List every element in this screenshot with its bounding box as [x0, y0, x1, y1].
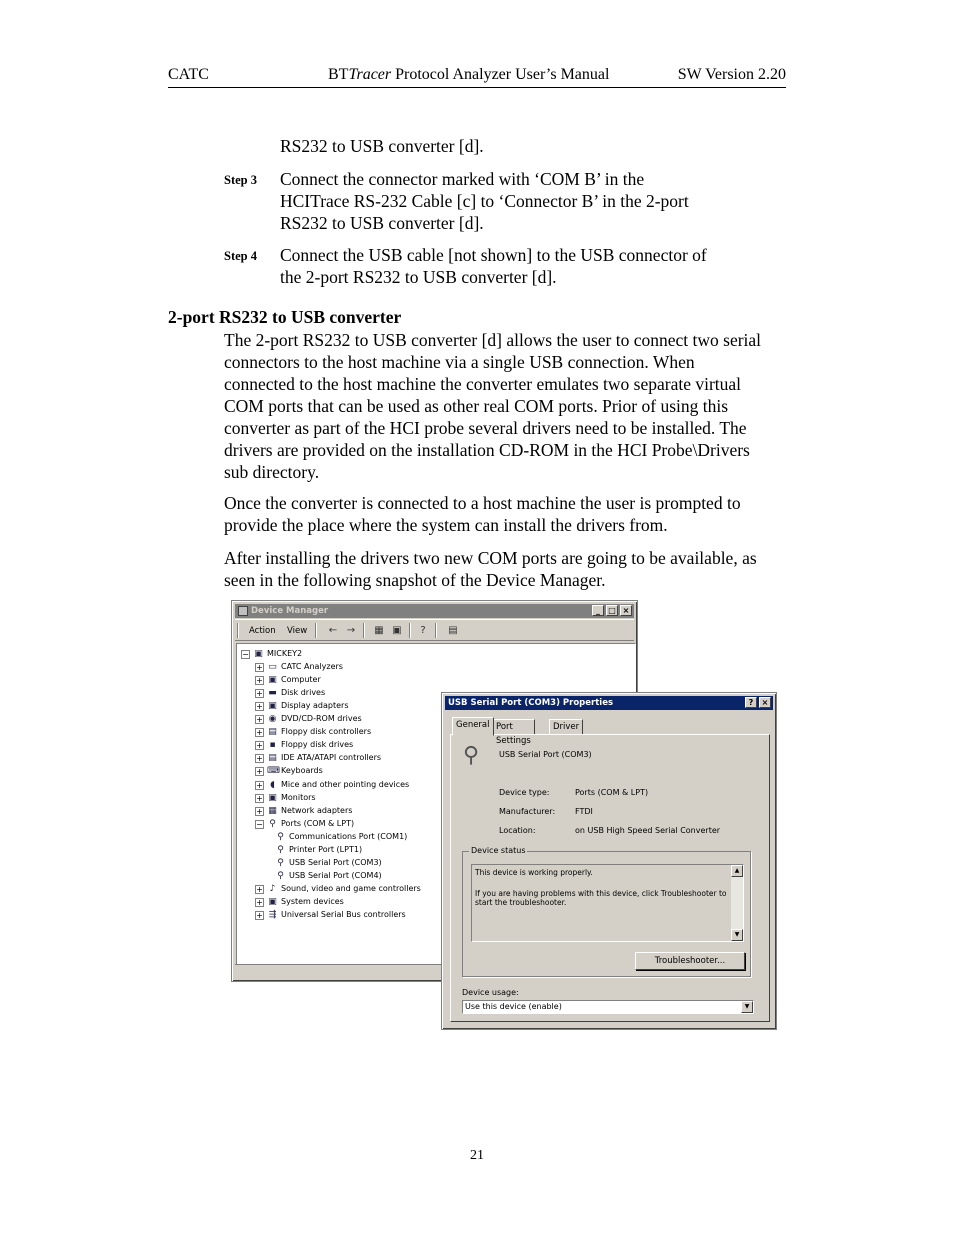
text-line: provide the place where the system can install the drivers from.	[224, 515, 668, 535]
properties-icon[interactable]: ▣	[392, 625, 402, 636]
cdrom-icon: ◉	[268, 714, 277, 725]
tree-item-label: USB Serial Port (COM3)	[289, 857, 382, 867]
manufacturer-label: Manufacturer:	[499, 807, 556, 816]
tree-item-label: Floppy disk controllers	[281, 727, 372, 737]
expand-icon[interactable]: +	[256, 754, 263, 764]
tree-item-label: Communications Port (COM1)	[289, 831, 408, 841]
toolbar-separator	[435, 623, 437, 638]
expand-icon[interactable]: +	[256, 741, 263, 751]
status-help-line: start the troubleshooter.	[475, 898, 567, 907]
tab-driver[interactable]: Driver	[549, 719, 583, 735]
tree-item-label: USB Serial Port (COM4)	[289, 870, 382, 880]
serial-port-icon: ⚲	[463, 743, 480, 768]
location-value: on USB High Speed Serial Converter	[575, 826, 721, 835]
controller-icon: ▤	[268, 753, 277, 764]
troubleshooter-button[interactable]: Troubleshooter...	[635, 952, 745, 970]
paragraph-1	[224, 329, 761, 483]
close-button[interactable]: ×	[620, 605, 632, 616]
text-line: Once the converter is connected to a host machine the user is prompted to	[224, 493, 741, 513]
text-line: connected to the host machine the converter emulates two separate virtual	[224, 374, 742, 394]
computer-icon: ▣	[268, 675, 277, 686]
sound-icon: ♪	[269, 883, 276, 894]
disk-icon: ▬	[268, 688, 277, 699]
toolbar-separator	[315, 623, 317, 638]
tree-item-label: Sound, video and game controllers	[281, 883, 421, 893]
header-title-prefix: BT	[328, 66, 349, 83]
port-icon: ⚲	[277, 870, 284, 881]
port-icon: ⚲	[277, 857, 284, 868]
expand-icon[interactable]: +	[256, 806, 263, 816]
text-line: RS232 to USB converter [d].	[280, 213, 484, 233]
header-title-rest: Protocol Analyzer User’s Manual	[391, 66, 610, 83]
step-3-text	[280, 168, 689, 234]
step-4-label: Step 4	[224, 249, 257, 263]
device-usage-label: Device usage:	[462, 988, 519, 997]
device-type-value: Ports (COM & LPT)	[575, 788, 649, 797]
device-manager-titlebar[interactable]	[235, 604, 634, 618]
text-line: COM ports that can be used as other real COM ports. Prior of using this	[224, 396, 729, 416]
expand-icon[interactable]: +	[256, 702, 263, 712]
expand-icon[interactable]: +	[256, 897, 263, 907]
tree-item-label: CATC Analyzers	[281, 662, 343, 672]
header-title-italic: Tracer	[348, 66, 392, 83]
text-line: drivers are provided on the installation CD-ROM in the HCI Probe\Drivers	[224, 440, 750, 460]
port-icon: ⚲	[269, 818, 276, 829]
header-title	[328, 66, 609, 84]
device-usage-value: Use this device (enable)	[465, 1002, 562, 1011]
expand-icon[interactable]: +	[256, 884, 263, 894]
tree-item-label: Universal Serial Bus controllers	[281, 910, 406, 919]
status-help-line: If you are having problems with this device, click Troubleshooter to	[475, 889, 727, 898]
tree-item-label: IDE ATA/ATAPI controllers	[281, 753, 382, 763]
tree-item-label: Printer Port (LPT1)	[289, 844, 363, 854]
chevron-down-icon[interactable]: ▼	[741, 1001, 753, 1013]
tree-item-label: DVD/CD-ROM drives	[281, 714, 362, 724]
floppy-icon: ▪	[269, 740, 276, 751]
step-4-text	[280, 244, 707, 288]
expand-icon[interactable]: +	[256, 676, 263, 686]
menu-view[interactable]: View	[287, 626, 308, 636]
expand-icon[interactable]: +	[256, 663, 263, 673]
tree-item-label: Keyboards	[281, 766, 323, 776]
tree-item-label: MICKEY2	[267, 649, 303, 658]
header-version: SW Version 2.20	[677, 66, 786, 83]
monitor-icon: ▣	[268, 701, 277, 712]
expand-icon[interactable]: +	[256, 767, 263, 777]
help-icon[interactable]: ?	[420, 625, 426, 636]
port-icon: ⚲	[277, 831, 284, 842]
text-line: sub directory.	[224, 462, 320, 482]
device-usage-select[interactable]	[462, 1000, 754, 1014]
text-line: converter as part of the HCI probe several drivers need to be installed. The	[224, 418, 747, 438]
general-panel	[450, 734, 770, 1022]
scroll-up-icon[interactable]: ▲	[731, 865, 743, 877]
tab-general[interactable]: General	[452, 717, 494, 736]
manufacturer-value: FTDI	[575, 807, 593, 816]
location-label: Location:	[499, 826, 536, 835]
text-line: HCITrace RS-232 Cable [c] to ‘Connector B’ in the 2-port	[280, 191, 689, 211]
status-scrollbar[interactable]	[731, 865, 743, 941]
close-button[interactable]: ×	[759, 697, 771, 708]
network-icon: ▦	[268, 805, 277, 816]
section-heading: 2-port RS232 to USB converter	[168, 307, 402, 327]
paragraph-2	[224, 492, 741, 536]
tree-item-label: Floppy disk drives	[281, 740, 354, 750]
expand-icon[interactable]: +	[256, 911, 263, 920]
collapse-icon[interactable]: −	[256, 819, 263, 829]
controller-icon: ▤	[268, 727, 277, 738]
grid-view-icon[interactable]: ▦	[374, 625, 384, 636]
back-arrow-icon[interactable]: ←	[328, 625, 338, 636]
status-working: This device is working properly.	[475, 868, 593, 877]
mouse-icon: ◖	[270, 779, 275, 790]
toolbar-separator	[409, 623, 411, 638]
text-line: connectors to the host machine via a single USB connection. When	[224, 352, 695, 372]
device-status-title: Device status	[471, 846, 526, 855]
page-number: 21	[470, 1148, 484, 1163]
tree-item[interactable]	[255, 660, 627, 673]
expand-icon[interactable]: +	[256, 780, 263, 790]
help-button[interactable]: ?	[745, 697, 757, 708]
device-manager-title: Device Manager	[251, 606, 329, 616]
device-status-group	[462, 846, 751, 977]
expand-icon[interactable]: +	[256, 715, 263, 725]
device-status-text	[471, 864, 744, 942]
toolbar-separator	[237, 623, 239, 638]
properties-titlebar[interactable]	[445, 696, 773, 710]
step-3-label: Step 3	[224, 173, 257, 187]
paragraph-3	[224, 547, 757, 591]
tree-item-label: Computer	[281, 675, 321, 685]
tree-item-label: Mice and other pointing devices	[281, 779, 410, 789]
tree-item-label: Ports (COM & LPT)	[281, 818, 355, 828]
expand-icon[interactable]: +	[256, 728, 263, 738]
keyboard-icon: ⌨	[267, 766, 280, 777]
maximize-button[interactable]: □	[606, 605, 618, 616]
tree-item[interactable]	[241, 647, 627, 660]
toolbar-separator	[363, 623, 365, 638]
computer-icon: ▣	[268, 896, 277, 907]
tree-item-label: System devices	[281, 896, 344, 906]
text-line: the 2-port RS232 to USB converter [d].	[280, 267, 557, 287]
device-type-label: Device type:	[499, 788, 550, 797]
properties-title: USB Serial Port (COM3) Properties	[448, 698, 614, 708]
minimize-button[interactable]: _	[592, 605, 604, 616]
computer-icon: ▣	[254, 649, 263, 659]
header-company: CATC	[168, 66, 209, 83]
device-manager-toolbar	[235, 619, 634, 641]
text-line: seen in the following snapshot of the Device Manager.	[224, 570, 606, 590]
usb-icon: ⇶	[268, 910, 277, 920]
text-line: Connect the USB cable [not shown] to the USB connector of	[280, 245, 707, 265]
expand-icon[interactable]: +	[256, 689, 263, 699]
monitor-icon: ▣	[268, 792, 277, 803]
scroll-down-icon[interactable]: ▼	[731, 929, 743, 941]
scan-hardware-icon[interactable]: ▤	[448, 625, 458, 636]
menu-action[interactable]: Action	[249, 626, 276, 636]
tree-item-label: Display adapters	[281, 701, 349, 711]
tree-item-label: Network adapters	[281, 805, 353, 815]
properties-dialog	[441, 692, 777, 1030]
continuation-text: RS232 to USB converter [d].	[280, 136, 484, 156]
tree-item-label: Monitors	[281, 792, 316, 802]
text-line: Connect the connector marked with ‘COM B’ in the	[280, 169, 645, 189]
text-line: After installing the drivers two new COM ports are going to be available, as	[224, 548, 757, 568]
collapse-icon[interactable]: −	[242, 650, 249, 659]
device-manager-app-icon	[238, 606, 248, 616]
tree-item[interactable]	[255, 673, 627, 686]
tree-item-label: Disk drives	[281, 688, 326, 698]
text-line: The 2-port RS232 to USB converter [d] allows the user to connect two serial	[224, 330, 762, 350]
port-icon: ⚲	[277, 844, 284, 855]
forward-arrow-icon[interactable]: →	[346, 625, 356, 636]
device-name: USB Serial Port (COM3)	[499, 750, 592, 759]
device-icon: ▭	[268, 662, 277, 673]
tab-port-settings[interactable]: Port Settings	[492, 719, 535, 735]
page-header	[168, 64, 786, 88]
expand-icon[interactable]: +	[256, 793, 263, 803]
